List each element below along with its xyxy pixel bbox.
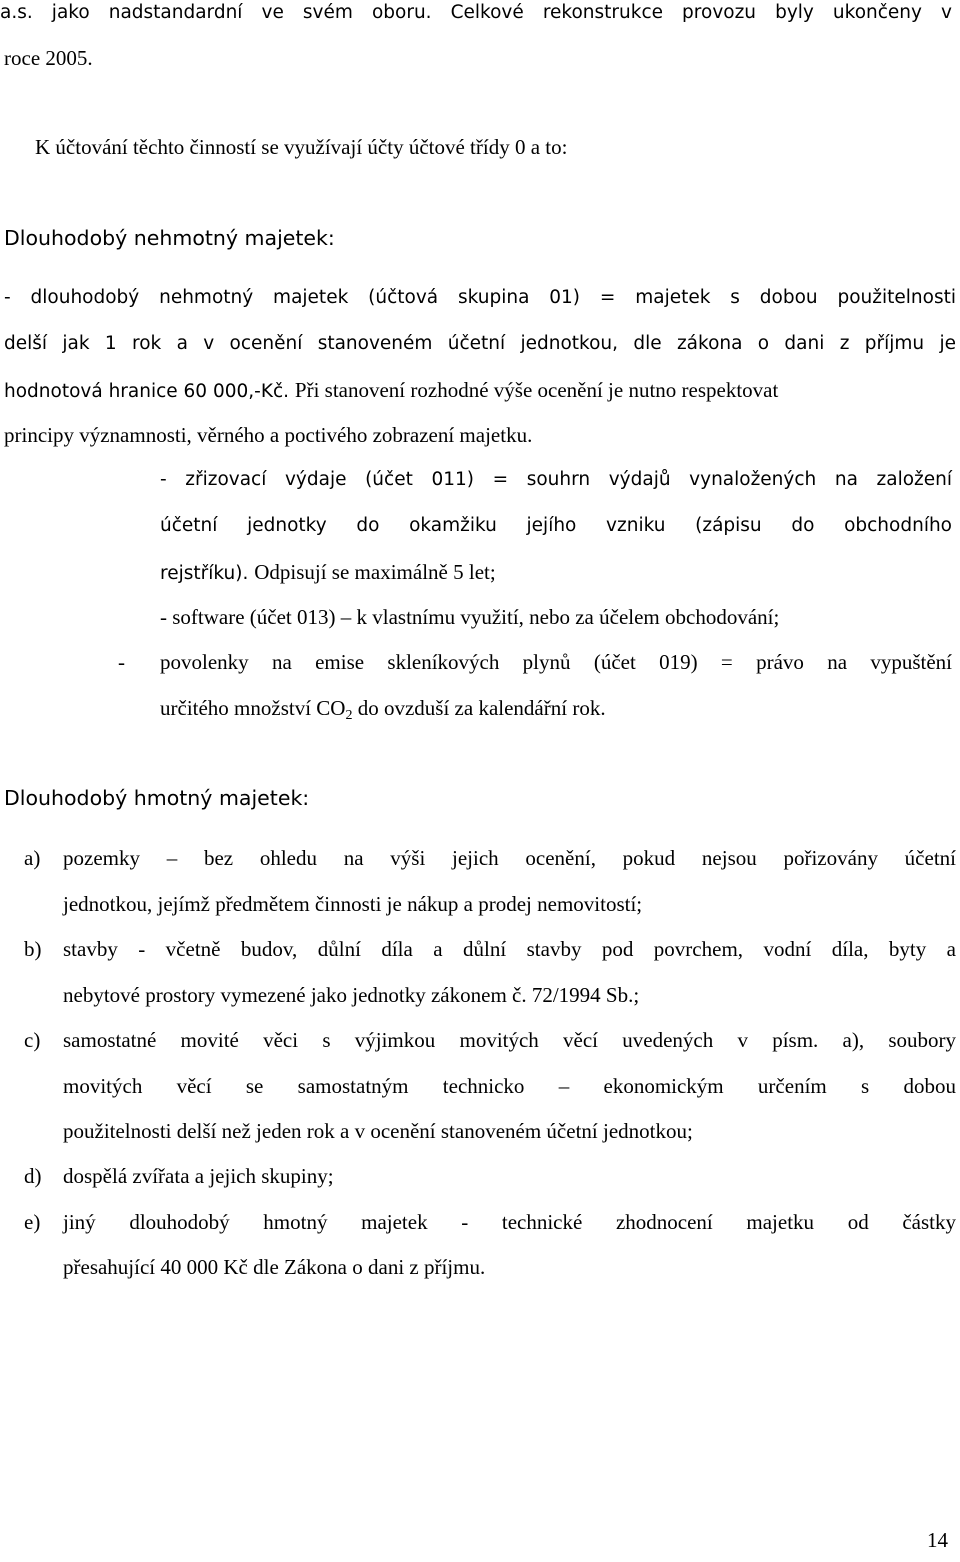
tangible-item-b-line-1: stavby - včetně budov, důlní díla a důlní stavby pod povrchem, vodní díla, byty a [63, 937, 956, 961]
page-number: 14 [927, 1528, 948, 1552]
accounts-sentence: K účtování těchto činností se využívají účty účtové třídy 0 a to: [35, 135, 568, 159]
allowances-dash: - [118, 650, 125, 674]
intangible-def-line-3 [4, 380, 778, 402]
allowances-line-2-post: do ovzduší za kalendářní rok. [352, 696, 606, 720]
allowances-line-2-pre: určitého množství CO [160, 696, 346, 720]
tangible-item-c-line-2: movitých věcí se samostatným technicko – ekonomickým určením s dobou [63, 1074, 956, 1098]
tangible-item-e-line-1: jiný dlouhodobý hmotný majetek - technické zhodnocení majetku od částky [63, 1210, 956, 1234]
intro-line-2: roce 2005. [4, 46, 93, 70]
intro-line-1: a.s. jako nadstandardní ve svém oboru. Celkové rekonstrukce provozu byly ukončeny v [0, 2, 952, 23]
tangible-item-b-label: b) [24, 937, 42, 961]
tangible-item-e-label: e) [24, 1210, 41, 1234]
tangible-item-c-line-1: samostatné movité věci s výjimkou movitých věcí uvedených v písm. a), soubory [63, 1028, 956, 1052]
tangible-item-c-line-3: použitelnosti delší než jeden rok a v ocenění stanoveném účetní jednotkou; [63, 1119, 693, 1143]
tangible-item-d-line-1: dospělá zvířata a jejich skupiny; [63, 1164, 334, 1188]
startup-costs-line-3b: Odpisují se maximálně 5 let; [254, 560, 496, 584]
startup-costs-line-3 [160, 562, 496, 584]
allowances-co2-subscript: 2 [345, 708, 353, 723]
intangible-def-line-3a: hodnotová hranice 60 000,-Kč. [4, 381, 295, 402]
startup-costs-line-3a: rejstříku). [160, 563, 255, 584]
tangible-item-b-line-2: nebytové prostory vymezené jako jednotky zákonem č. 72/1994 Sb.; [63, 983, 640, 1007]
tangible-item-c-label: c) [24, 1028, 41, 1052]
software-item: - software (účet 013) – k vlastnímu využití, nebo za účelem obchodování; [160, 605, 780, 629]
allowances-line-1: povolenky na emise skleníkových plynů (účet 019) = právo na vypuštění [160, 650, 952, 674]
tangible-heading: Dlouhodobý hmotný majetek: [4, 786, 310, 810]
intangible-def-line-3b: Při stanovení rozhodné výše ocenění je nutno respektovat [294, 378, 779, 402]
startup-costs-line-1: - zřizovací výdaje (účet 011) = souhrn výdajů vynaložených na založení [160, 469, 952, 490]
tangible-item-d-label: d) [24, 1164, 42, 1188]
intangible-def-line-2: delší jak 1 rok a v ocenění stanoveném účetní jednotkou, dle zákona o dani z příjmu je [4, 333, 956, 354]
intangible-def-line-4: principy významnosti, věrného a poctivého zobrazení majetku. [4, 423, 533, 447]
tangible-item-a-line-1: pozemky – bez ohledu na výši jejich ocenění, pokud nejsou pořizovány účetní [63, 846, 956, 870]
tangible-item-a-line-2: jednotkou, jejímž předmětem činnosti je nákup a prodej nemovitostí; [63, 892, 643, 916]
startup-costs-line-2: účetní jednotky do okamžiku jejího vzniku (zápisu do obchodního [160, 515, 952, 536]
intangible-heading: Dlouhodobý nehmotný majetek: [4, 226, 335, 250]
intangible-def-line-1: - dlouhodobý nehmotný majetek (účtová skupina 01) = majetek s dobou použitelnosti [4, 287, 956, 308]
tangible-item-e-line-2: přesahující 40 000 Kč dle Zákona o dani z příjmu. [63, 1255, 486, 1279]
allowances-line-2 [160, 696, 606, 723]
tangible-item-a-label: a) [24, 846, 41, 870]
